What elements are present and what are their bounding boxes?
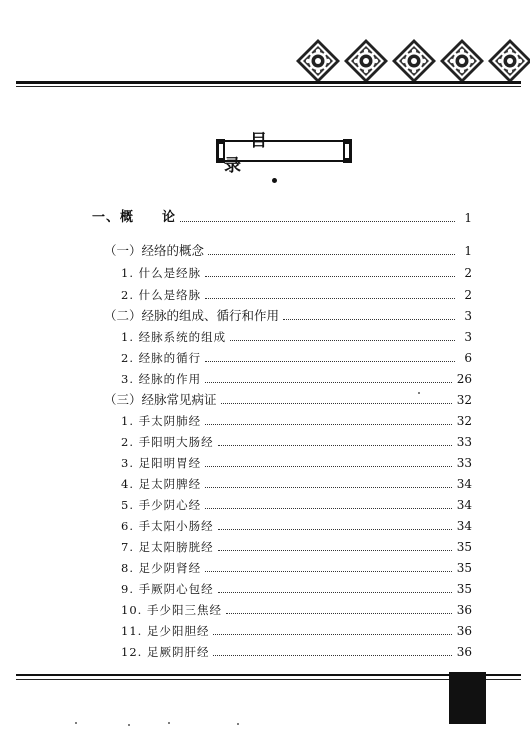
dot-leader <box>213 634 451 635</box>
toc-entry-label: 2. 手阳明大肠经 <box>121 435 214 449</box>
toc-entry-label: 3. 足阳明胃经 <box>121 456 202 470</box>
toc-entry-page: 36 <box>456 645 472 659</box>
toc-entry <box>121 579 472 597</box>
toc-entry-page: 1 <box>464 211 472 225</box>
diamond-flower-ornament-icon <box>295 38 341 84</box>
toc-entry-page: 32 <box>456 414 472 428</box>
toc-entry-page: 32 <box>456 393 472 407</box>
toc-entry-page: 35 <box>456 582 472 596</box>
title-dot <box>272 178 277 183</box>
toc-entry-label: 7. 足太阳膀胱经 <box>121 540 214 554</box>
toc-entry-label: 6. 手太阳小肠经 <box>121 519 214 533</box>
header-ornaments <box>295 38 530 84</box>
toc-entry <box>104 306 472 324</box>
toc-entry-page: 2 <box>464 288 472 302</box>
dot-leader <box>221 403 452 404</box>
diamond-flower-ornament-icon <box>439 38 485 84</box>
toc-entry-page: 2 <box>464 266 472 280</box>
footer-rule-thin <box>16 679 521 680</box>
diamond-flower-ornament-icon <box>343 38 389 84</box>
dot-leader <box>208 254 455 255</box>
dot-leader <box>218 592 452 593</box>
toc-entry <box>121 495 472 513</box>
toc-entry-page: 35 <box>456 561 472 575</box>
toc-entry <box>121 642 472 660</box>
toc-entry <box>121 453 472 471</box>
dot-leader <box>205 508 452 509</box>
toc-entry-page: 3 <box>464 309 472 323</box>
toc-entry <box>121 432 472 450</box>
toc-entry-label: 5. 手少阴心经 <box>121 498 202 512</box>
toc-entry-page: 33 <box>456 435 472 449</box>
toc-entry-label: 1. 经脉系统的组成 <box>121 330 227 344</box>
toc-entry <box>121 369 472 387</box>
dot-leader <box>205 487 452 488</box>
toc-entry <box>104 390 472 408</box>
toc-entry-page: 36 <box>456 624 472 638</box>
toc-entry <box>121 474 472 492</box>
toc-entry <box>104 241 472 259</box>
toc-entry-label: 9. 手厥阴心包经 <box>121 582 214 596</box>
dot-leader <box>205 466 452 467</box>
dot-leader <box>218 550 452 551</box>
page-title: 目 录 <box>224 131 293 176</box>
dot-leader <box>205 361 455 362</box>
toc-entry-label: 3. 经脉的作用 <box>121 372 202 386</box>
toc-entry-label: （二）经脉的组成、循行和作用 <box>104 308 280 323</box>
toc-entry-label: 10. 手少阳三焦经 <box>121 603 222 617</box>
toc-entry-page: 33 <box>456 456 472 470</box>
toc-entry <box>92 208 472 226</box>
toc-entry-page: 36 <box>456 603 472 617</box>
toc-entry <box>121 600 472 618</box>
toc-title <box>216 131 352 176</box>
toc-entry-page: 6 <box>464 351 472 365</box>
diamond-flower-ornament-icon <box>391 38 437 84</box>
title-right-bracket <box>343 139 352 163</box>
dot-leader <box>283 319 455 320</box>
toc-entry-label: 一、概 论 <box>92 210 177 225</box>
toc-entry <box>121 621 472 639</box>
header-rule-thick <box>16 81 521 84</box>
toc-entry-label: 1. 什么是经脉 <box>121 266 202 280</box>
dot-leader <box>218 529 452 530</box>
toc-entry-page: 35 <box>456 540 472 554</box>
toc-entry-page: 3 <box>464 330 472 344</box>
dot-leader <box>180 221 455 222</box>
toc-entry-page: 34 <box>456 498 472 512</box>
toc-entry-label: 12. 足厥阴肝经 <box>121 645 210 659</box>
dot-leader <box>205 298 455 299</box>
toc-entry <box>121 285 472 303</box>
page-edge-tab <box>449 672 486 724</box>
dot-leader <box>226 613 452 614</box>
toc-entry-label: 2. 什么是络脉 <box>121 288 202 302</box>
toc-entry-label: 11. 足少阳胆经 <box>121 624 210 638</box>
dot-leader <box>218 445 452 446</box>
toc-entry <box>121 263 472 281</box>
toc-entry-label: 8. 足少阴肾经 <box>121 561 202 575</box>
toc-entry-page: 34 <box>456 477 472 491</box>
toc-entry-label: 2. 经脉的循行 <box>121 351 202 365</box>
toc-entry-label: 4. 足太阴脾经 <box>121 477 202 491</box>
dot-leader <box>205 382 452 383</box>
toc-entry-page: 34 <box>456 519 472 533</box>
toc-entry <box>121 348 472 366</box>
footer-rule-thick <box>16 674 521 676</box>
dot-leader <box>213 655 451 656</box>
toc-entry <box>121 411 472 429</box>
toc-entry <box>121 327 472 345</box>
dot-leader <box>205 571 452 572</box>
toc-entry <box>121 516 472 534</box>
toc-entry-label: （一）经络的概念 <box>104 243 205 258</box>
header-rule-thin <box>16 86 521 87</box>
toc-entry-page: 1 <box>464 244 472 258</box>
dot-leader <box>205 276 455 277</box>
dot-leader <box>230 340 455 341</box>
diamond-flower-ornament-icon <box>487 38 530 84</box>
toc-entry-label: 1. 手太阴肺经 <box>121 414 202 428</box>
toc-entry <box>121 558 472 576</box>
toc-entry-page: 26 <box>456 372 472 386</box>
toc-entry <box>121 537 472 555</box>
dot-leader <box>205 424 452 425</box>
toc-entry-label: （三）经脉常见病证 <box>104 392 217 407</box>
